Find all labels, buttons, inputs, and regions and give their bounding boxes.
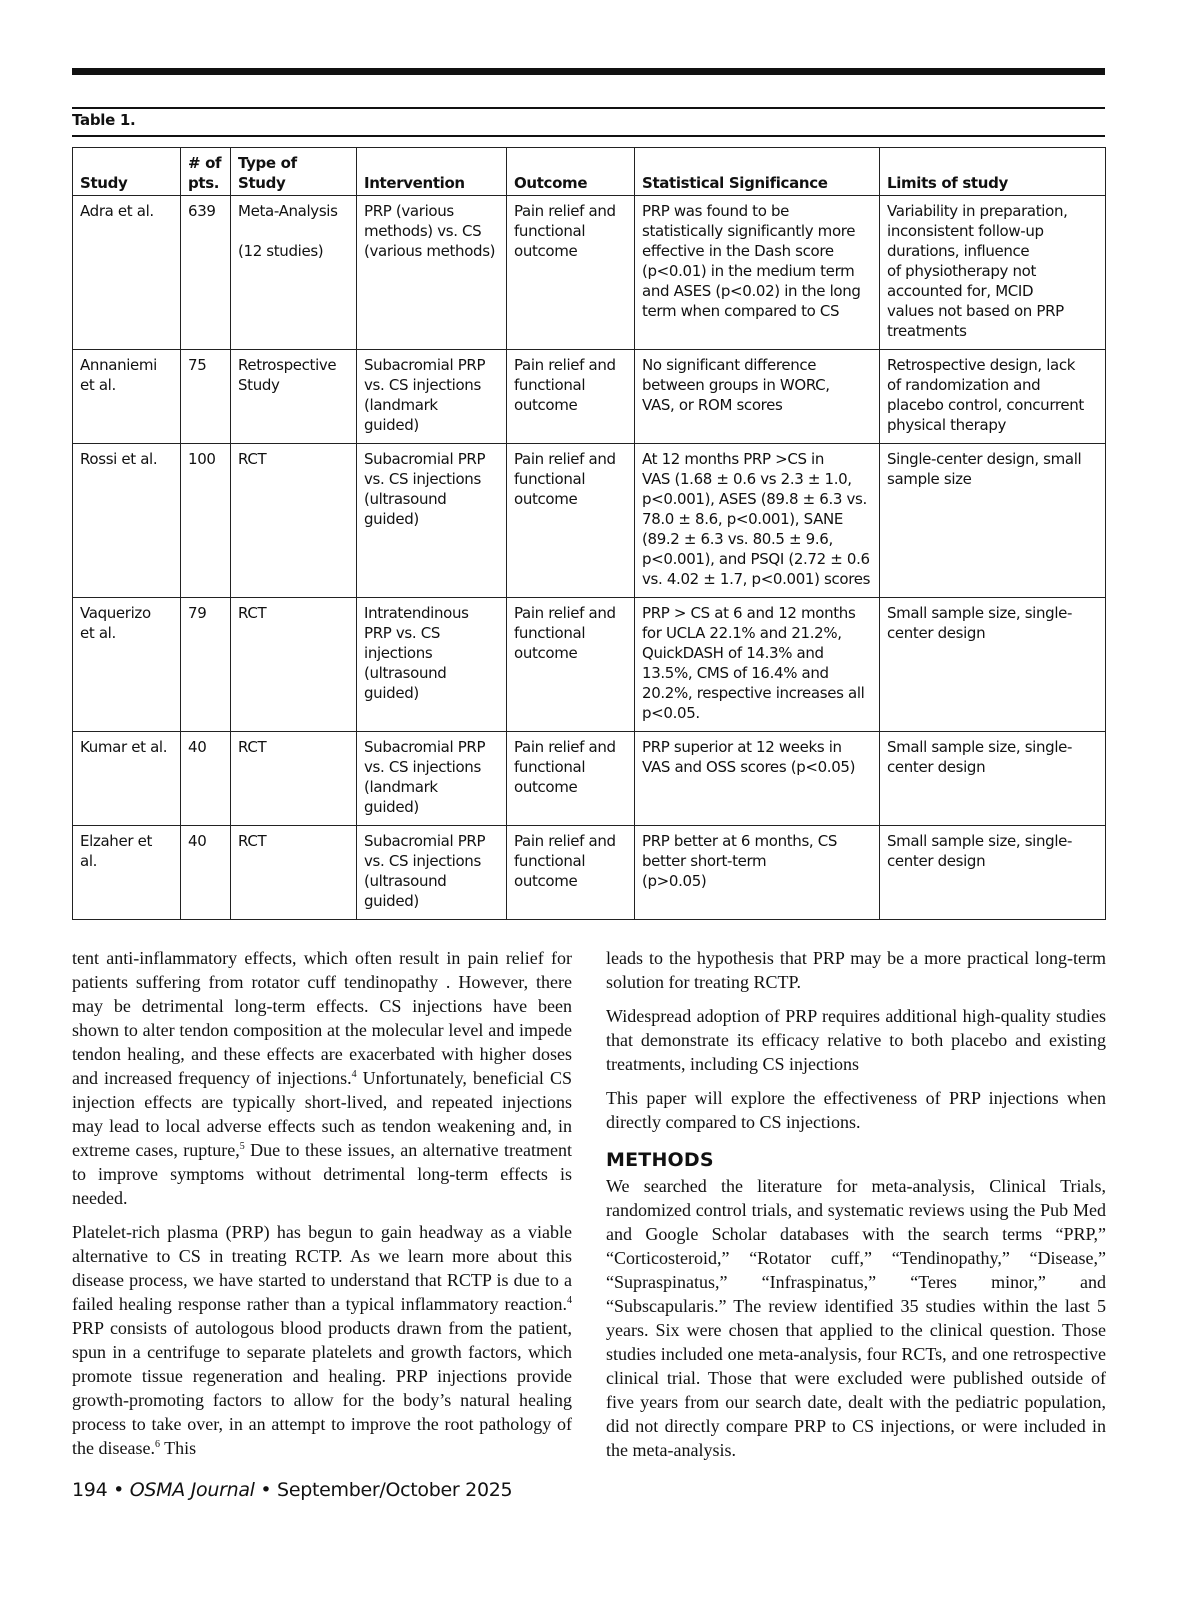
study-table: [72, 147, 1106, 920]
cell-study: Vaquerizo et al.: [73, 598, 181, 732]
header-limits: Limits of study: [880, 148, 1106, 196]
cell-study: Kumar et al.: [73, 732, 181, 826]
reference-marker: 4: [567, 1295, 572, 1306]
table-row: [73, 732, 1106, 826]
header-significance: Statistical Significance: [635, 148, 880, 196]
cell-intervention: Subacromial PRP vs. CS injections (ultrasound guided): [357, 444, 507, 598]
cell-outcome: Pain relief and functional outcome: [507, 196, 635, 350]
table-row: [73, 826, 1106, 920]
methods-heading: METHODS: [606, 1149, 714, 1171]
caption-rule-bottom: [72, 135, 1105, 137]
cell-pts: 639: [181, 196, 231, 350]
header-study: Study: [73, 148, 181, 196]
body-text: tent anti-inflammatory effects, which often result in pain relief for patients suffering from rotator cuff tendinopathy . However, there may be detrimental long-term effects. CS injections have been shown to alter tendon composition at the molecular level and impede tendon healing, and these effects are exacerbated with higher doses and increased frequency of injections.: [72, 948, 572, 1088]
body-paragraph: [72, 1220, 572, 1460]
reference-marker: 4: [351, 1069, 357, 1080]
left-text-column: [72, 946, 572, 1470]
cell-pts: 40: [181, 826, 231, 920]
cell-limits: Single-center design, small sample size: [880, 444, 1106, 598]
cell-study: Rossi et al.: [73, 444, 181, 598]
cell-intervention: PRP (various methods) vs. CS (various methods): [357, 196, 507, 350]
cell-significance: No significant difference between groups in WORC, VAS, or ROM scores: [635, 350, 880, 444]
header-pts: # of pts.: [181, 148, 231, 196]
cell-outcome: Pain relief and functional outcome: [507, 350, 635, 444]
cell-type: Retrospective Study: [231, 350, 357, 444]
cell-limits: Retrospective design, lack of randomization and placebo control, concurrent physical therapy: [880, 350, 1106, 444]
cell-significance: PRP superior at 12 weeks in VAS and OSS scores (p<0.05): [635, 732, 880, 826]
top-rule: [72, 68, 1105, 75]
journal-name: OSMA Journal: [129, 1479, 255, 1501]
cell-study: Adra et al.: [73, 196, 181, 350]
cell-significance: PRP was found to be statistically significantly more effective in the Dash score (p<0.01) in the medium term and ASES (p<0.02) in the long term when compared to CS: [635, 196, 880, 350]
cell-type: Meta-Analysis (12 studies): [231, 196, 357, 350]
table-row: [73, 444, 1106, 598]
cell-study: Elzaher et al.: [73, 826, 181, 920]
cell-limits: Small sample size, single- center design: [880, 732, 1106, 826]
cell-outcome: Pain relief and functional outcome: [507, 732, 635, 826]
body-text: This: [159, 1438, 197, 1458]
table-header-row: [73, 148, 1106, 196]
cell-significance: PRP > CS at 6 and 12 months for UCLA 22.1% and 21.2%, QuickDASH of 14.3% and 13.5%, CMS of 16.4% and 20.2%, respective increases all p<0.05.: [635, 598, 880, 732]
cell-type: RCT: [231, 732, 357, 826]
cell-significance: At 12 months PRP >CS in VAS (1.68 ± 0.6 vs 2.3 ± 1.0, p<0.001), ASES (89.8 ± 6.3 vs. 78.0 ± 8.6, p<0.001), SANE (89.2 ± 6.3 vs. 80.5 ± 9.6, p<0.001), and PSQI (2.72 ± 0.6 vs. 4.02 ± 1.7, p<0.001) scores: [635, 444, 880, 598]
table-row: [73, 598, 1106, 732]
body-text: Due to these issues, an alternative treatment to improve symptoms without detrimental long-term effects is needed.: [72, 1140, 573, 1208]
table-caption: Table 1.: [72, 111, 136, 129]
cell-intervention: Intratendinous PRP vs. CS injections (ultrasound guided): [357, 598, 507, 732]
cell-pts: 79: [181, 598, 231, 732]
cell-limits: Variability in preparation, inconsistent follow-up durations, influence of physiotherapy not accounted for, MCID values not based on PRP treatments: [880, 196, 1106, 350]
cell-pts: 100: [181, 444, 231, 598]
page-number: 194 •: [72, 1479, 130, 1501]
reference-marker: 5: [239, 1141, 245, 1152]
cell-outcome: Pain relief and functional outcome: [507, 444, 635, 598]
page-footer: [72, 1479, 512, 1501]
caption-rule-top: [72, 107, 1105, 109]
body-text: Unfortunately, beneficial CS injection effects are typically short-lived, and repeated injections may lead to local adverse effects such as tendon weakening and, in extreme cases, rupture,: [72, 1068, 572, 1160]
cell-outcome: Pain relief and functional outcome: [507, 826, 635, 920]
cell-study: Annaniemi et al.: [73, 350, 181, 444]
cell-type: RCT: [231, 598, 357, 732]
table-row: [73, 196, 1106, 350]
cell-pts: 75: [181, 350, 231, 444]
cell-intervention: Subacromial PRP vs. CS injections (landmark guided): [357, 732, 507, 826]
table-row: [73, 350, 1106, 444]
cell-limits: Small sample size, single- center design: [880, 826, 1106, 920]
header-type: Type of Study: [231, 148, 357, 196]
body-paragraph: Widespread adoption of PRP requires additional high-quality studies that demonstrate its efficacy relative to both placebo and existing treatments, including CS injections: [606, 1006, 1106, 1074]
cell-limits: Small sample size, single- center design: [880, 598, 1106, 732]
methods-paragraph: We searched the literature for meta-analysis, Clinical Trials, randomized control trials, and systematic reviews using the Pub Med and Google Scholar databases with the search terms “PRP,” “Corticosteroid,” “Rotator cuff,” “Tendinopathy,” “Disease,” “Supraspinatus,” “Infraspinatus,” “Teres minor,” and “Subscapularis.” The review identified 35 studies within the last 5 years. Six were chosen that applied to the clinical question. Those studies included one meta-analysis, four RCTs, and one retrospective clinical trial. Those that were excluded were published outside of five years from our search date, dealt with the pediatric population, did not directly compare PRP to CS injections, or were included in the meta-analysis.: [606, 1176, 1106, 1460]
cell-pts: 40: [181, 732, 231, 826]
body-text: PRP consists of autologous blood products drawn from the patient, spun in a centrifuge to separate platelets and growth factors, which promote tissue regeneration and healing. PRP injections provide growth-promoting factors to allow for the body’s natural healing process to take over, in an attempt to improve the root pathology of the disease.: [72, 1318, 572, 1458]
cell-outcome: Pain relief and functional outcome: [507, 598, 635, 732]
body-text: Platelet-rich plasma (PRP) has begun to gain headway as a viable alternative to CS in treating RCTP. As we learn more about this disease process, we have started to understand that RCTP is due to a failed healing response rather than a typical inflammatory reaction.: [72, 1222, 572, 1314]
header-outcome: Outcome: [507, 148, 635, 196]
body-paragraph: [72, 946, 572, 1210]
header-intervention: Intervention: [357, 148, 507, 196]
cell-intervention: Subacromial PRP vs. CS injections (landmark guided): [357, 350, 507, 444]
cell-type: RCT: [231, 444, 357, 598]
issue-date: • September/October 2025: [254, 1479, 513, 1501]
cell-intervention: Subacromial PRP vs. CS injections (ultrasound guided): [357, 826, 507, 920]
body-paragraph: This paper will explore the effectiveness of PRP injections when directly compared to CS injections.: [606, 1088, 1106, 1132]
cell-type: RCT: [231, 826, 357, 920]
right-text-column: [606, 946, 1106, 1472]
body-paragraph: leads to the hypothesis that PRP may be a more practical long-term solution for treating RCTP.: [606, 948, 1106, 992]
cell-significance: PRP better at 6 months, CS better short-term (p>0.05): [635, 826, 880, 920]
reference-marker: 6: [154, 1439, 160, 1450]
